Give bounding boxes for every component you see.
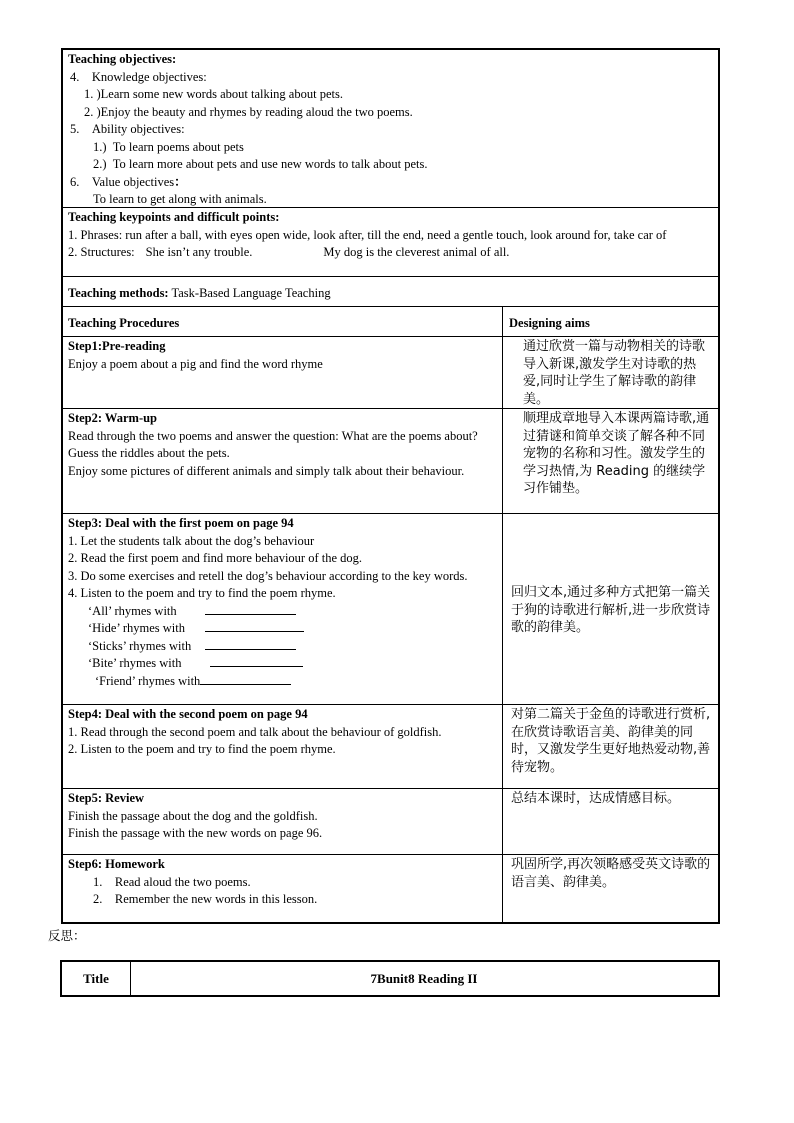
- step-line: Enjoy a poem about a pig and find the word rhyme: [68, 356, 323, 371]
- step-line: Finish the passage with the new words on page 96.: [68, 826, 323, 840]
- value-label-line: [68, 174, 713, 192]
- ability-item: 1.) To learn poems about pets: [93, 139, 244, 154]
- rhyme-prompt: ‘Bite’ rhymes with: [88, 656, 182, 670]
- rhyme-blank[interactable]: [205, 620, 304, 632]
- step-line: Finish the passage about the dog and the goldfish.: [68, 808, 318, 823]
- rhyme-line: [68, 620, 497, 638]
- step-aim: 通过欣赏一篇与动物相关的诗歌导入新课,激发学生对诗歌的热爱,同时让学生了解诗歌的韵律美。: [523, 339, 706, 407]
- value-item: To learn to get along with animals.: [93, 192, 267, 206]
- keypoints-heading: Teaching keypoints and difficult points:: [68, 210, 280, 224]
- title-table: [60, 960, 720, 997]
- procedures-column-header: Teaching Procedures: [68, 316, 180, 330]
- knowledge-label: 4. Knowledge objectives:: [70, 69, 207, 84]
- step-title: Step3: Deal with the first poem on page 94: [68, 516, 294, 530]
- knowledge-item: 1. )Learn some new words about talking about pets.: [84, 87, 343, 101]
- step-aim-text: 回归文本,通过多种方式把第一篇关于狗的诗歌进行解析,进一步欣赏诗歌的韵律美。: [511, 585, 711, 635]
- step-line: 2. Read the first poem and find more behaviour of the dog.: [68, 551, 363, 565]
- structure-1: She isn’t any trouble.: [145, 245, 253, 259]
- structure-2: My dog is the cleverest animal of all.: [323, 245, 510, 259]
- rhyme-prompt: ‘Sticks’ rhymes with: [88, 638, 192, 653]
- step-row: [63, 705, 718, 789]
- objectives-heading: Teaching objectives:: [68, 52, 177, 66]
- step-line: 1. Read through the second poem and talk about the behaviour of goldfish.: [68, 724, 442, 739]
- step-title: Step4: Deal with the second poem on page 94: [68, 707, 308, 721]
- step-line: 2. Remember the new words in this lesson.: [93, 892, 318, 906]
- rhyme-prompt: ‘Friend’ rhymes with: [95, 673, 201, 688]
- knowledge-item: 2. )Enjoy the beauty and rhymes by reading aloud the two poems.: [84, 104, 413, 119]
- step-line: 1. Let the students talk about the dog’s behaviour: [68, 533, 315, 548]
- step-row: [63, 855, 718, 924]
- rhyme-prompt: ‘Hide’ rhymes with: [88, 621, 185, 635]
- step-line: Enjoy some pictures of different animals and simply talk about their behaviour.: [68, 463, 465, 478]
- step-line: 1. Read aloud the two poems.: [93, 874, 251, 889]
- methods-label: Teaching methods:: [68, 286, 169, 300]
- aims-column-header: Designing aims: [509, 316, 590, 330]
- rhyme-blank[interactable]: [200, 673, 291, 685]
- methods-row: [63, 277, 718, 307]
- rhyme-line: [68, 638, 497, 656]
- step-line: 3. Do some exercises and retell the dog’s behaviour according to the key words.: [68, 568, 468, 583]
- step-title: Step2: Warm-up: [68, 411, 158, 425]
- title-value: 7Bunit8 Reading II: [370, 970, 478, 986]
- rhyme-blank[interactable]: [205, 603, 296, 615]
- step-aim: 总结本课时，达成情感目标。: [511, 791, 681, 806]
- rhyme-line: [68, 655, 497, 673]
- procedures-header-row: [63, 307, 718, 337]
- lesson-plan-table: [61, 48, 720, 924]
- structures-label: 2. Structures:: [68, 245, 135, 259]
- step-aim: [503, 514, 718, 704]
- ability-item: 2.) To learn more about pets and use new words to talk about pets.: [93, 157, 428, 171]
- objectives-row: [63, 50, 718, 208]
- value-colon: ：: [174, 174, 187, 189]
- reflection-label: 反思：: [48, 928, 86, 943]
- keypoints-row: [63, 208, 718, 277]
- title-label: Title: [62, 962, 131, 995]
- rhyme-line: [68, 603, 497, 621]
- step-row: [63, 789, 718, 855]
- ability-label: 5. Ability objectives:: [70, 122, 185, 136]
- rhyme-blank[interactable]: [210, 655, 303, 667]
- step-row: [63, 409, 718, 514]
- step-line: 4. Listen to the poem and try to find the poem rhyme.: [68, 586, 336, 600]
- rhyme-line: [68, 673, 497, 691]
- rhyme-blank[interactable]: [205, 638, 296, 650]
- step-aim: 顺理成章地导入本课两篇诗歌,通过猜谜和简单交谈了解各种不同宠物的名称和习性。激发学生的学习热情,为 Reading 的继续学习作铺垫。: [523, 411, 710, 496]
- step-line: 2. Listen to the poem and try to find the poem rhyme.: [68, 742, 336, 756]
- step-aim: 巩固所学,再次领略感受英文诗歌的语言美、韵律美。: [511, 857, 711, 890]
- keypoints-phrases: 1. Phrases: run after a ball, with eyes open wide, look after, till the end, need a gentle touch, look around for, take car of: [68, 227, 667, 242]
- step-line: Read through the two poems and answer the question: What are the poems about?: [68, 428, 478, 443]
- methods-value: Task-Based Language Teaching: [171, 286, 331, 300]
- rhyme-prompt: ‘All’ rhymes with: [88, 603, 177, 618]
- step-title: Step5: Review: [68, 791, 145, 805]
- step-row: [63, 337, 718, 409]
- keypoints-structures: [68, 244, 713, 262]
- step-aim: 对第二篇关于金鱼的诗歌进行赏析,在欣赏诗歌语言美、韵律美的同时，又激发学生更好地热爱动物,善待宠物。: [511, 707, 711, 775]
- step-row: [63, 514, 718, 705]
- step-title: Step1:Pre-reading: [68, 339, 166, 353]
- step-title: Step6: Homework: [68, 857, 165, 871]
- value-label: 6. Value objectives: [70, 174, 175, 189]
- step-line: Guess the riddles about the pets.: [68, 446, 230, 460]
